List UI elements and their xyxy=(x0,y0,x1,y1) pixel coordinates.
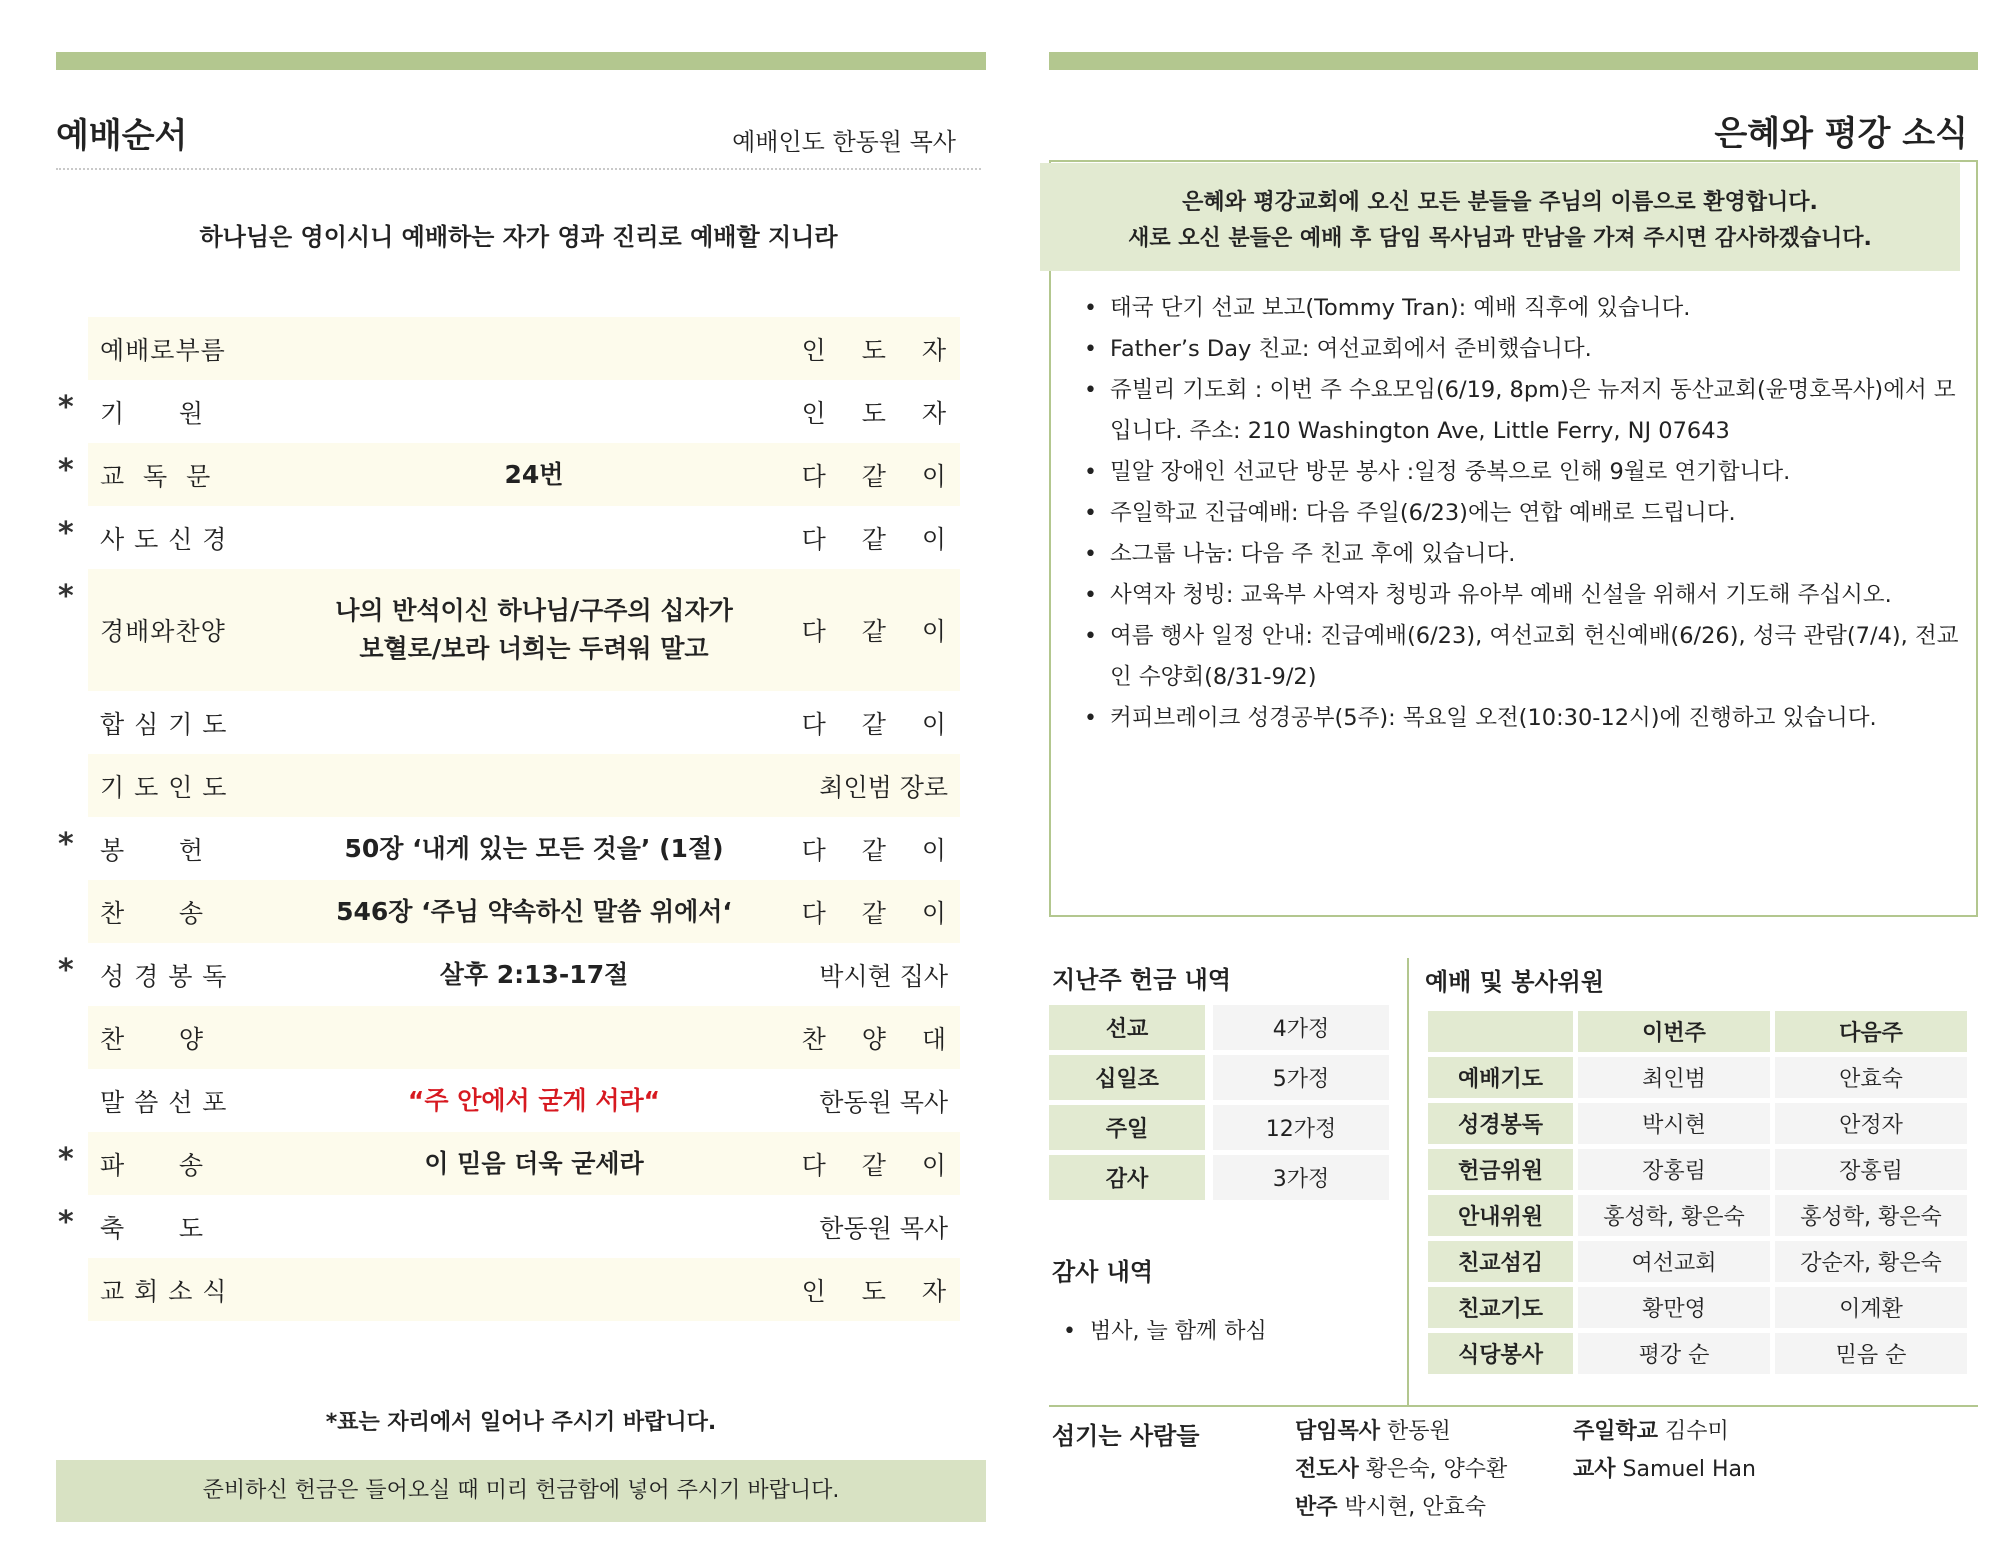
order-item-leader: 최인범 장로 xyxy=(819,772,948,802)
stand-marker: * xyxy=(58,390,74,425)
service-this-week: 여선교회 xyxy=(1578,1241,1770,1282)
worship-leader: 예배인도 한동원 목사 xyxy=(732,128,956,156)
order-item-leader: 인 도 자 xyxy=(801,335,960,365)
service-row xyxy=(1428,1333,1967,1374)
order-item-leader: 한동원 목사 xyxy=(819,1213,948,1243)
stand-marker: * xyxy=(58,1142,74,1177)
staff-title: 섬기는 사람들 xyxy=(1052,1422,1200,1450)
order-item-name: 축 도 xyxy=(100,1213,204,1243)
order-item-leader: 한동원 목사 xyxy=(819,1087,948,1117)
stand-marker: * xyxy=(58,953,74,988)
order-item-name: 성 경 봉 독 xyxy=(100,961,228,991)
service-next-week: 믿음 순 xyxy=(1775,1333,1967,1374)
worship-order-page xyxy=(56,0,986,1545)
service-this-week: 황만영 xyxy=(1578,1287,1770,1328)
order-item-name: 교 독 문 xyxy=(100,461,212,491)
service-role: 친교기도 xyxy=(1428,1287,1573,1328)
staff-evangelist: 전도사 황은숙, 양수환 xyxy=(1295,1457,1508,1482)
order-row xyxy=(58,443,960,506)
service-next-week: 안효숙 xyxy=(1775,1057,1967,1098)
offering-category: 주일 xyxy=(1049,1105,1205,1150)
order-row xyxy=(58,1195,960,1258)
offering-category: 선교 xyxy=(1049,1005,1205,1050)
offering-table xyxy=(1049,1000,1389,1205)
staff-pianist: 반주 박시현, 안효숙 xyxy=(1295,1495,1487,1520)
order-item-name: 기 원 xyxy=(100,398,204,428)
order-item-leader: 인 도 자 xyxy=(801,1276,960,1306)
stand-note: *표는 자리에서 일어나 주시기 바랍니다. xyxy=(325,1410,717,1435)
service-row xyxy=(1428,1149,1967,1190)
order-item-leader: 다 같 이 xyxy=(801,898,960,928)
news-item: • 쥬빌리 기도회 : 이번 주 수요모임(6/19, 8pm)은 뉴저지 동산교회(윤명호목사)에서 모입니다. 주소: 210 Washington Ave, Little Ferry, NJ 07643 xyxy=(1082,370,1972,452)
service-header-next-week: 다음주 xyxy=(1775,1011,1967,1052)
offering-count: 3가정 xyxy=(1205,1155,1389,1200)
order-item-leader: 찬 양 대 xyxy=(801,1024,960,1054)
divider-horizontal xyxy=(1049,1405,1978,1407)
welcome-line-2: 새로 오신 분들은 예배 후 담임 목사님과 만남을 가져 주시면 감사하겠습니다. xyxy=(1128,226,1872,251)
service-this-week: 박시현 xyxy=(1578,1103,1770,1144)
order-item-leader: 박시현 집사 xyxy=(819,961,948,991)
service-row xyxy=(1428,1287,1967,1328)
news-item: • 태국 단기 선교 보고(Tommy Tran): 예배 직후에 있습니다. xyxy=(1082,288,1972,329)
order-row xyxy=(88,1006,960,1069)
service-role: 안내위원 xyxy=(1428,1195,1573,1236)
order-item-name: 봉 헌 xyxy=(100,835,204,865)
order-item-content: 살후 2:13-17절 xyxy=(439,959,629,989)
order-row xyxy=(88,1069,960,1132)
staff-sunday-school: 주일학교 김수미 xyxy=(1573,1419,1729,1444)
staff-teacher: 교사 Samuel Han xyxy=(1573,1457,1756,1482)
order-item-name: 찬 송 xyxy=(100,898,204,928)
stand-marker: * xyxy=(58,453,74,488)
order-row xyxy=(58,506,960,569)
offering-title: 지난주 헌금 내역 xyxy=(1052,966,1231,994)
order-item-name: 말 씀 선 포 xyxy=(100,1087,228,1117)
offering-row xyxy=(1049,1055,1389,1100)
order-item-leader: 다 같 이 xyxy=(801,461,960,491)
service-this-week: 홍성학, 황은숙 xyxy=(1578,1195,1770,1236)
service-next-week: 안정자 xyxy=(1775,1103,1967,1144)
order-row xyxy=(88,691,960,754)
scripture-verse: 하나님은 영이시니 예배하는 자가 영과 진리로 예배할 지니라 xyxy=(199,223,838,251)
offering-count: 5가정 xyxy=(1205,1055,1389,1100)
offering-category: 감사 xyxy=(1049,1155,1205,1200)
order-item-name: 파 송 xyxy=(100,1150,204,1180)
order-item-leader: 다 같 이 xyxy=(801,1150,960,1180)
service-row xyxy=(1428,1195,1967,1236)
service-header-row xyxy=(1428,1011,1967,1052)
service-this-week: 평강 순 xyxy=(1578,1333,1770,1374)
worship-order-header xyxy=(56,108,981,170)
order-item-name: 예배로부름 xyxy=(100,335,226,365)
service-next-week: 홍성학, 황은숙 xyxy=(1775,1195,1967,1236)
news-item: • 사역자 청빙: 교육부 사역자 청빙과 유아부 예배 신설을 위해서 기도해 주십시오. xyxy=(1082,575,1972,616)
service-this-week: 최인범 xyxy=(1578,1057,1770,1098)
service-row xyxy=(1428,1057,1967,1098)
news-item: • Father’s Day 친교: 여선교회에서 준비했습니다. xyxy=(1082,329,1972,370)
order-item-name: 교 회 소 식 xyxy=(100,1276,228,1306)
order-item-leader: 다 같 이 xyxy=(801,709,960,739)
service-role: 예배기도 xyxy=(1428,1057,1573,1098)
service-title: 예배 및 봉사위원 xyxy=(1425,968,1604,996)
thanks-item: • 범사, 늘 함께 하심 xyxy=(1063,1314,1267,1345)
order-item-leader: 다 같 이 xyxy=(801,835,960,865)
service-next-week: 강순자, 황은숙 xyxy=(1775,1241,1967,1282)
order-row xyxy=(58,1132,960,1195)
order-item-leader: 다 같 이 xyxy=(801,617,960,646)
stand-marker: * xyxy=(58,827,74,862)
order-item-content: 50장 ‘내게 있는 모든 것을’ (1절) xyxy=(344,833,724,863)
offering-note: 준비하신 헌금은 들어오실 때 미리 헌금함에 넣어 주시기 바랍니다. xyxy=(56,1460,986,1522)
order-row xyxy=(88,754,960,817)
service-next-week: 장홍림 xyxy=(1775,1149,1967,1190)
news-item: • 밀알 장애인 선교단 방문 봉사 :일정 중복으로 인해 9월로 연기합니다. xyxy=(1082,452,1972,493)
service-next-week: 이계환 xyxy=(1775,1287,1967,1328)
offering-count: 4가정 xyxy=(1205,1005,1389,1050)
order-item-name: 사 도 신 경 xyxy=(100,524,228,554)
news-item: • 주일학교 진급예배: 다음 주일(6/23)에는 연합 예배로 드립니다. xyxy=(1082,493,1972,534)
stand-marker: * xyxy=(58,1205,74,1240)
stand-marker: * xyxy=(58,579,74,614)
order-row xyxy=(58,943,960,1006)
thanks-title: 감사 내역 xyxy=(1052,1258,1154,1286)
order-item-content: 24번 xyxy=(504,459,564,489)
order-row xyxy=(88,317,960,380)
order-row xyxy=(88,880,960,943)
staff-pastor: 담임목사 한동원 xyxy=(1295,1419,1451,1444)
news-item: • 커피브레이크 성경공부(5주): 목요일 오전(10:30-12시)에 진행하고 있습니다. xyxy=(1082,698,1972,739)
order-item-name: 기 도 인 도 xyxy=(100,772,228,802)
service-table xyxy=(1423,1006,1972,1379)
news-item: • 소그룹 나눔: 다음 주 친교 후에 있습니다. xyxy=(1082,534,1972,575)
order-item-name: 찬 양 xyxy=(100,1024,204,1054)
order-item-name: 경배와찬양 xyxy=(100,617,226,646)
order-item-leader: 인 도 자 xyxy=(801,398,960,428)
service-role: 식당봉사 xyxy=(1428,1333,1573,1374)
order-item-leader: 다 같 이 xyxy=(801,524,960,554)
offering-count: 12가정 xyxy=(1205,1105,1389,1150)
offering-row xyxy=(1049,1105,1389,1150)
service-this-week: 장홍림 xyxy=(1578,1149,1770,1190)
service-row xyxy=(1428,1103,1967,1144)
order-item-content: “주 안에서 굳게 서라“ xyxy=(407,1085,661,1115)
service-header-this-week: 이번주 xyxy=(1578,1011,1770,1052)
order-item-content: 나의 반석이신 하나님/구주의 십자가 보혈로/보라 너희는 두려워 말고 xyxy=(335,596,733,663)
order-item-content: 546장 ‘주님 약속하신 말씀 위에서‘ xyxy=(336,896,732,926)
order-item-name: 합 심 기 도 xyxy=(100,709,228,739)
news-item: • 여름 행사 일정 안내: 진급예배(6/23), 여선교회 헌신예배(6/26), 성극 관람(7/4), 전교인 수양회(8/31-9/2) xyxy=(1082,616,1972,698)
worship-order-list xyxy=(58,317,960,1321)
offering-row xyxy=(1049,1155,1389,1200)
welcome-line-1: 은혜와 평강교회에 오신 모든 분들을 주님의 이름으로 환영합니다. xyxy=(1182,190,1818,215)
news-title: 은혜와 평강 소식 xyxy=(1714,114,1968,154)
order-item-content: 이 믿음 더욱 굳세라 xyxy=(424,1148,644,1178)
service-header-blank xyxy=(1428,1011,1573,1052)
order-row xyxy=(88,1258,960,1321)
news-list xyxy=(1082,288,1972,739)
stand-marker: * xyxy=(58,516,74,551)
order-row xyxy=(58,569,960,691)
offering-row xyxy=(1049,1005,1389,1050)
service-row xyxy=(1428,1241,1967,1282)
right-top-bar xyxy=(1049,52,1978,70)
page-title: 예배순서 xyxy=(56,116,188,156)
offering-category: 십일조 xyxy=(1049,1055,1205,1100)
service-role: 헌금위원 xyxy=(1428,1149,1573,1190)
order-row xyxy=(58,380,960,443)
service-role: 성경봉독 xyxy=(1428,1103,1573,1144)
divider-vertical xyxy=(1407,958,1409,1406)
order-row xyxy=(58,817,960,880)
welcome-banner xyxy=(1040,163,1960,271)
service-role: 친교섬김 xyxy=(1428,1241,1573,1282)
